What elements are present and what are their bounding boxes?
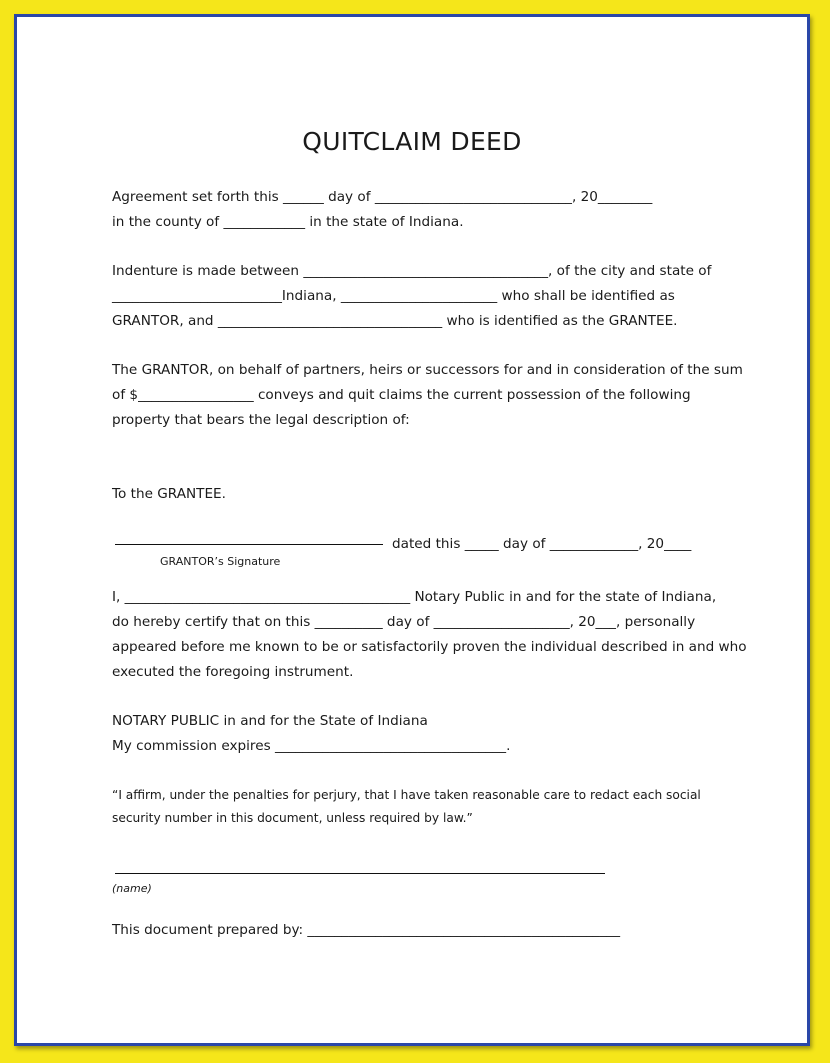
indenture-line-3: GRANTOR, and _________________________________ who is identified as the GRANTEE. — [112, 313, 678, 329]
agreement-line-1: Agreement set forth this ______ day of _____________________________, 20________ — [112, 189, 653, 205]
document-title: QUITCLAIM DEED — [302, 127, 522, 156]
notary-line-3: appeared before me known to be or satisfactorily proven the individual described in and who — [112, 639, 747, 655]
affirmation-line-2: security number in this document, unless required by law.” — [112, 811, 473, 825]
dated-this-line: dated this _____ day of _____________, 20____ — [392, 536, 692, 552]
consideration-line-1: The GRANTOR, on behalf of partners, heirs or successors for and in consideration of the sum — [112, 362, 743, 378]
notary-line-4: executed the foregoing instrument. — [112, 664, 354, 680]
indenture-line-2: _________________________Indiana, _______________________ who shall be identified as — [112, 288, 675, 304]
notary-line-1: I, __________________________________________ Notary Public in and for the state of Indiana, — [112, 589, 717, 605]
name-caption: (name) — [112, 882, 152, 895]
consideration-line-3: property that bears the legal description of: — [112, 412, 410, 428]
prepared-by-line: This document prepared by: ______________________________________________ — [112, 922, 621, 938]
notary-line-2: do hereby certify that on this __________ day of ____________________, 20___, personally — [112, 614, 696, 630]
notary-public-line: NOTARY PUBLIC in and for the State of Indiana — [112, 713, 428, 729]
affirmation-line-1: “I affirm, under the penalties for perjury, that I have taken reasonable care to redact each social — [112, 788, 701, 802]
quitclaim-deed-document — [17, 17, 807, 1043]
agreement-line-2: in the county of ____________ in the state of Indiana. — [112, 214, 464, 230]
grantor-signature-rule — [115, 544, 383, 545]
grantor-signature-caption: GRANTOR’s Signature — [160, 555, 281, 568]
to-grantee-text: To the GRANTEE. — [112, 486, 226, 502]
document-frame — [14, 14, 810, 1046]
name-signature-rule — [115, 873, 605, 874]
consideration-line-2: of $_________________ conveys and quit claims the current possession of the following — [112, 387, 691, 403]
commission-expires-line: My commission expires __________________________________. — [112, 738, 511, 754]
indenture-line-1: Indenture is made between ____________________________________, of the city and state of — [112, 263, 712, 279]
